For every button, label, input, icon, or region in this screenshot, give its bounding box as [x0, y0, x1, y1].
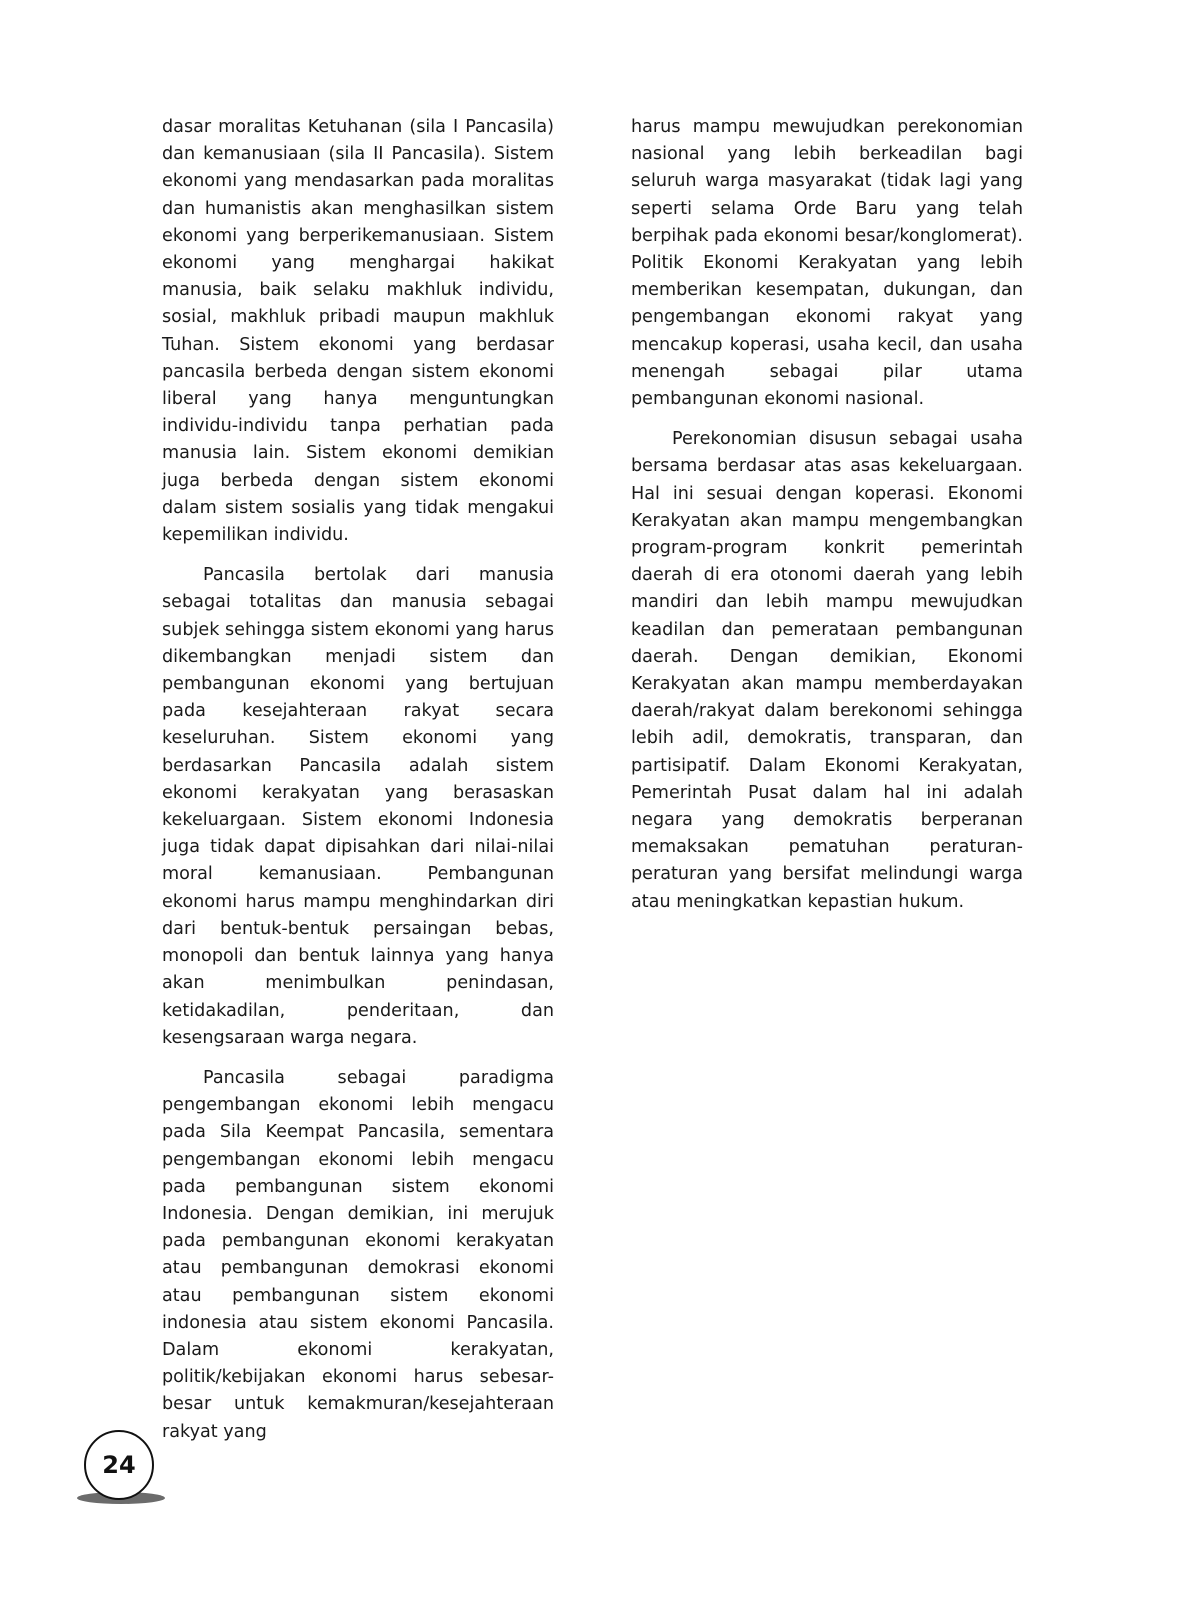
paragraph: Perekonomian disusun sebagai usaha bersama berdasar atas asas kekeluargaan. Hal ini sesuai dengan koperasi. Ekonomi Kerakyatan akan mampu mengembangkan program-program konkrit pemerintah daerah di era otonomi daerah yang lebih mandiri dan lebih mampu mewujudkan keadilan dan pemerataan pembangunan daerah. Dengan demikian, Ekonomi Kerakyatan akan mampu memberdayakan daerah/rakyat dalam berekonomi sehingga lebih adil, demokratis, transparan, dan partisipatif. Dalam Ekonomi Kerakyatan, Pemerintah Pusat dalam hal ini adalah negara yang demokratis berperanan memaksakan pematuhan peraturan-peraturan yang bersifat melindungi warga atau meningkatkan kepastian hukum.	[631, 429, 1023, 912]
right-text-column	[631, 114, 1023, 929]
page-number: 24	[102, 1451, 136, 1479]
left-text-column	[162, 114, 554, 1459]
paragraph: dasar moralitas Ketuhanan (sila I Pancasila) dan kemanusiaan (sila II Pancasila). Sistem ekonomi yang mendasarkan pada moralitas dan humanistis akan menghasilkan sistem ekonomi yang berperikemanusiaan. Sistem ekonomi yang menghargai hakikat manusia, baik selaku makhluk individu, sosial, makhluk pribadi maupun makhluk Tuhan. Sistem ekonomi yang berdasar pancasila berbeda dengan sistem ekonomi liberal yang hanya menguntungkan individu-individu tanpa perhatian pada manusia lain. Sistem ekonomi demikian juga berbeda dengan sistem ekonomi dalam sistem sosialis yang tidak mengakui kepemilikan individu.	[162, 117, 554, 546]
page-number-badge	[77, 1430, 165, 1504]
page-number-circle	[84, 1430, 154, 1500]
paragraph: Pancasila bertolak dari manusia sebagai totalitas dan manusia sebagai subjek sehingga sistem ekonomi yang harus dikembangkan menjadi sistem dan pembangunan ekonomi yang bertujuan pada kesejahteraan rakyat secara keseluruhan. Sistem ekonomi yang berdasarkan Pancasila adalah sistem ekonomi kerakyatan yang berasaskan kekeluargaan. Sistem ekonomi Indonesia juga tidak dapat dipisahkan dari nilai-nilai moral kemanusiaan. Pembangunan ekonomi harus mampu menghindarkan diri dari bentuk-bentuk persaingan bebas, monopoli dan bentuk lainnya yang hanya akan menimbulkan penindasan, ketidakadilan, penderitaan, dan kesengsaraan warga negara.	[162, 565, 554, 1048]
paragraph: Pancasila sebagai paradigma pengembangan ekonomi lebih mengacu pada Sila Keempat Pancasila, sementara pengembangan ekonomi lebih mengacu pada pembangunan sistem ekonomi Indonesia. Dengan demikian, ini merujuk pada pembangunan ekonomi kerakyatan atau pembangunan demokrasi ekonomi atau pembangunan sistem ekonomi indonesia atau sistem ekonomi Pancasila. Dalam ekonomi kerakyatan, politik/kebijakan ekonomi harus sebesar-besar untuk kemakmuran/kesejahteraan rakyat yang	[162, 1067, 554, 1442]
paragraph: harus mampu mewujudkan perekonomian nasional yang lebih berkeadilan bagi seluruh warga masyarakat (tidak lagi yang seperti selama Orde Baru yang telah berpihak pada ekonomi besar/konglomerat). Politik Ekonomi Kerakyatan yang lebih memberikan kesempatan, dukungan, dan pengembangan ekonomi rakyat yang mencakup koperasi, usaha kecil, dan usaha menengah sebagai pilar utama pembangunan ekonomi nasional.	[631, 117, 1023, 410]
